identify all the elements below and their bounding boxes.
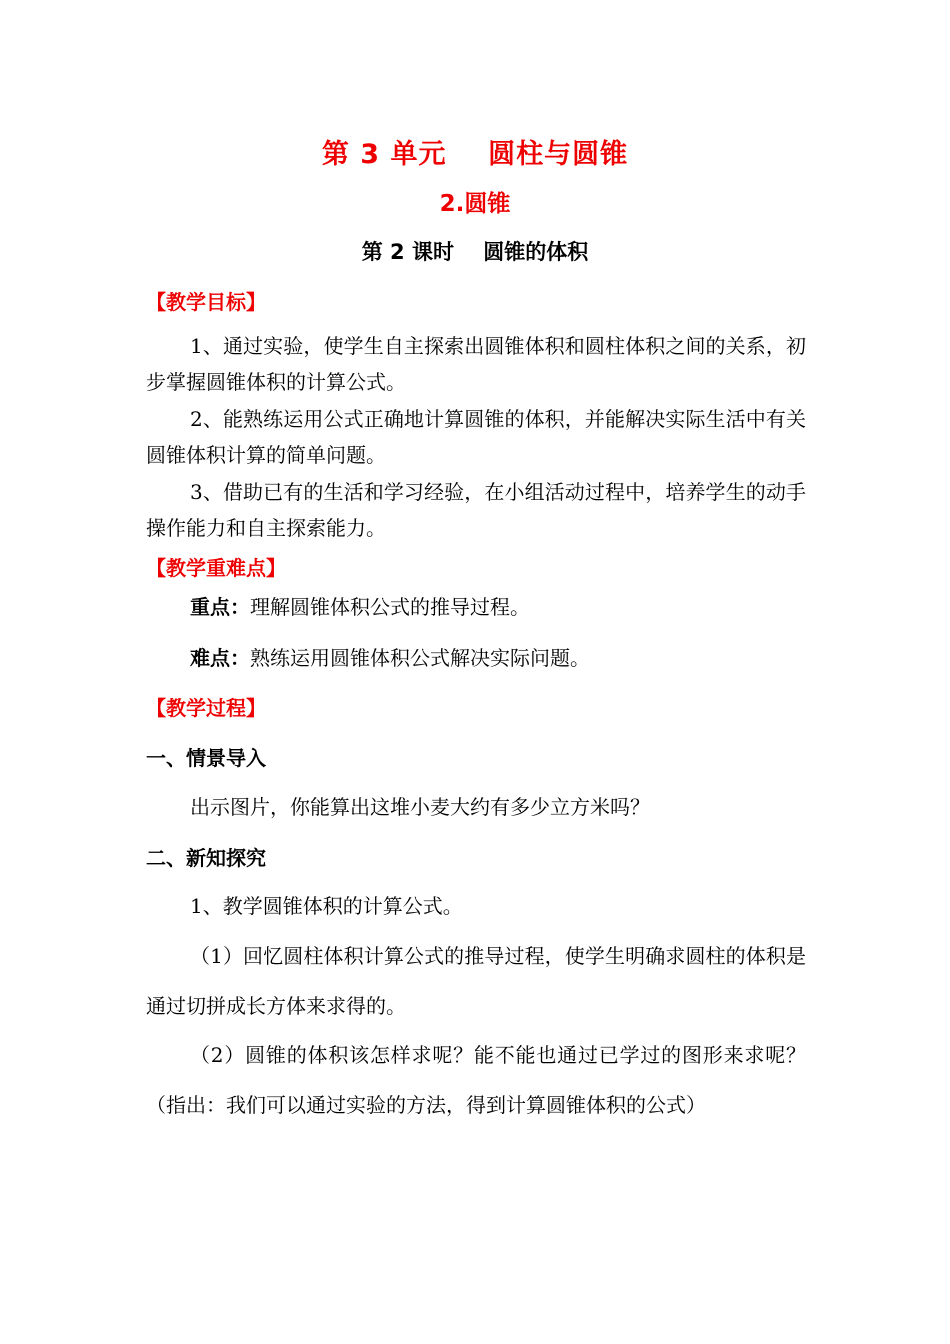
focus-label: 重点： bbox=[190, 595, 250, 619]
difficulty-label: 难点： bbox=[190, 646, 250, 670]
part1-text: 出示图片，你能算出这堆小麦大约有多少立方米吗？ bbox=[190, 795, 650, 819]
part1-heading: 一、情景导入 bbox=[146, 746, 266, 770]
difficulty-text: 熟练运用圆锥体积公式解决实际问题。 bbox=[250, 646, 590, 670]
focus-text: 理解圆锥体积公式的推导过程。 bbox=[250, 595, 530, 619]
objective-item-3: 3、借助已有的生活和学习经验，在小组活动过程中，培养学生的动手操作能力和自主探索能力。 bbox=[146, 480, 806, 540]
unit-title: 第 3 单元 圆柱与圆锥 bbox=[321, 139, 629, 170]
focus-point bbox=[146, 592, 806, 622]
process-heading: 【教学过程】 bbox=[146, 696, 266, 720]
part2-item-2: （1）回忆圆柱体积计算公式的推导过程，使学生明确求圆柱的体积是通过切拼成长方体来求得的。 bbox=[146, 944, 806, 1018]
section-title: 2.圆锥 bbox=[439, 191, 511, 217]
part2-heading: 二、新知探究 bbox=[146, 846, 266, 870]
objectives-heading: 【教学目标】 bbox=[146, 290, 266, 314]
part2-item-1: 1、教学圆锥体积的计算公式。 bbox=[190, 894, 463, 918]
difficulty-point bbox=[146, 643, 806, 673]
lesson-title: 第 2 课时 圆锥的体积 bbox=[361, 240, 589, 264]
part2-item-3: （2）圆锥的体积该怎样求呢？能不能也通过已学过的图形来求呢？（指出：我们可以通过实验的方法，得到计算圆锥体积的公式） bbox=[146, 1043, 806, 1117]
key-points-heading: 【教学重难点】 bbox=[146, 556, 286, 580]
objective-item-2: 2、能熟练运用公式正确地计算圆锥的体积，并能解决实际生活中有关圆锥体积计算的简单问题。 bbox=[146, 407, 806, 467]
objective-item-1: 1、通过实验，使学生自主探索出圆锥体积和圆柱体积之间的关系，初步掌握圆锥体积的计算公式。 bbox=[146, 334, 806, 394]
